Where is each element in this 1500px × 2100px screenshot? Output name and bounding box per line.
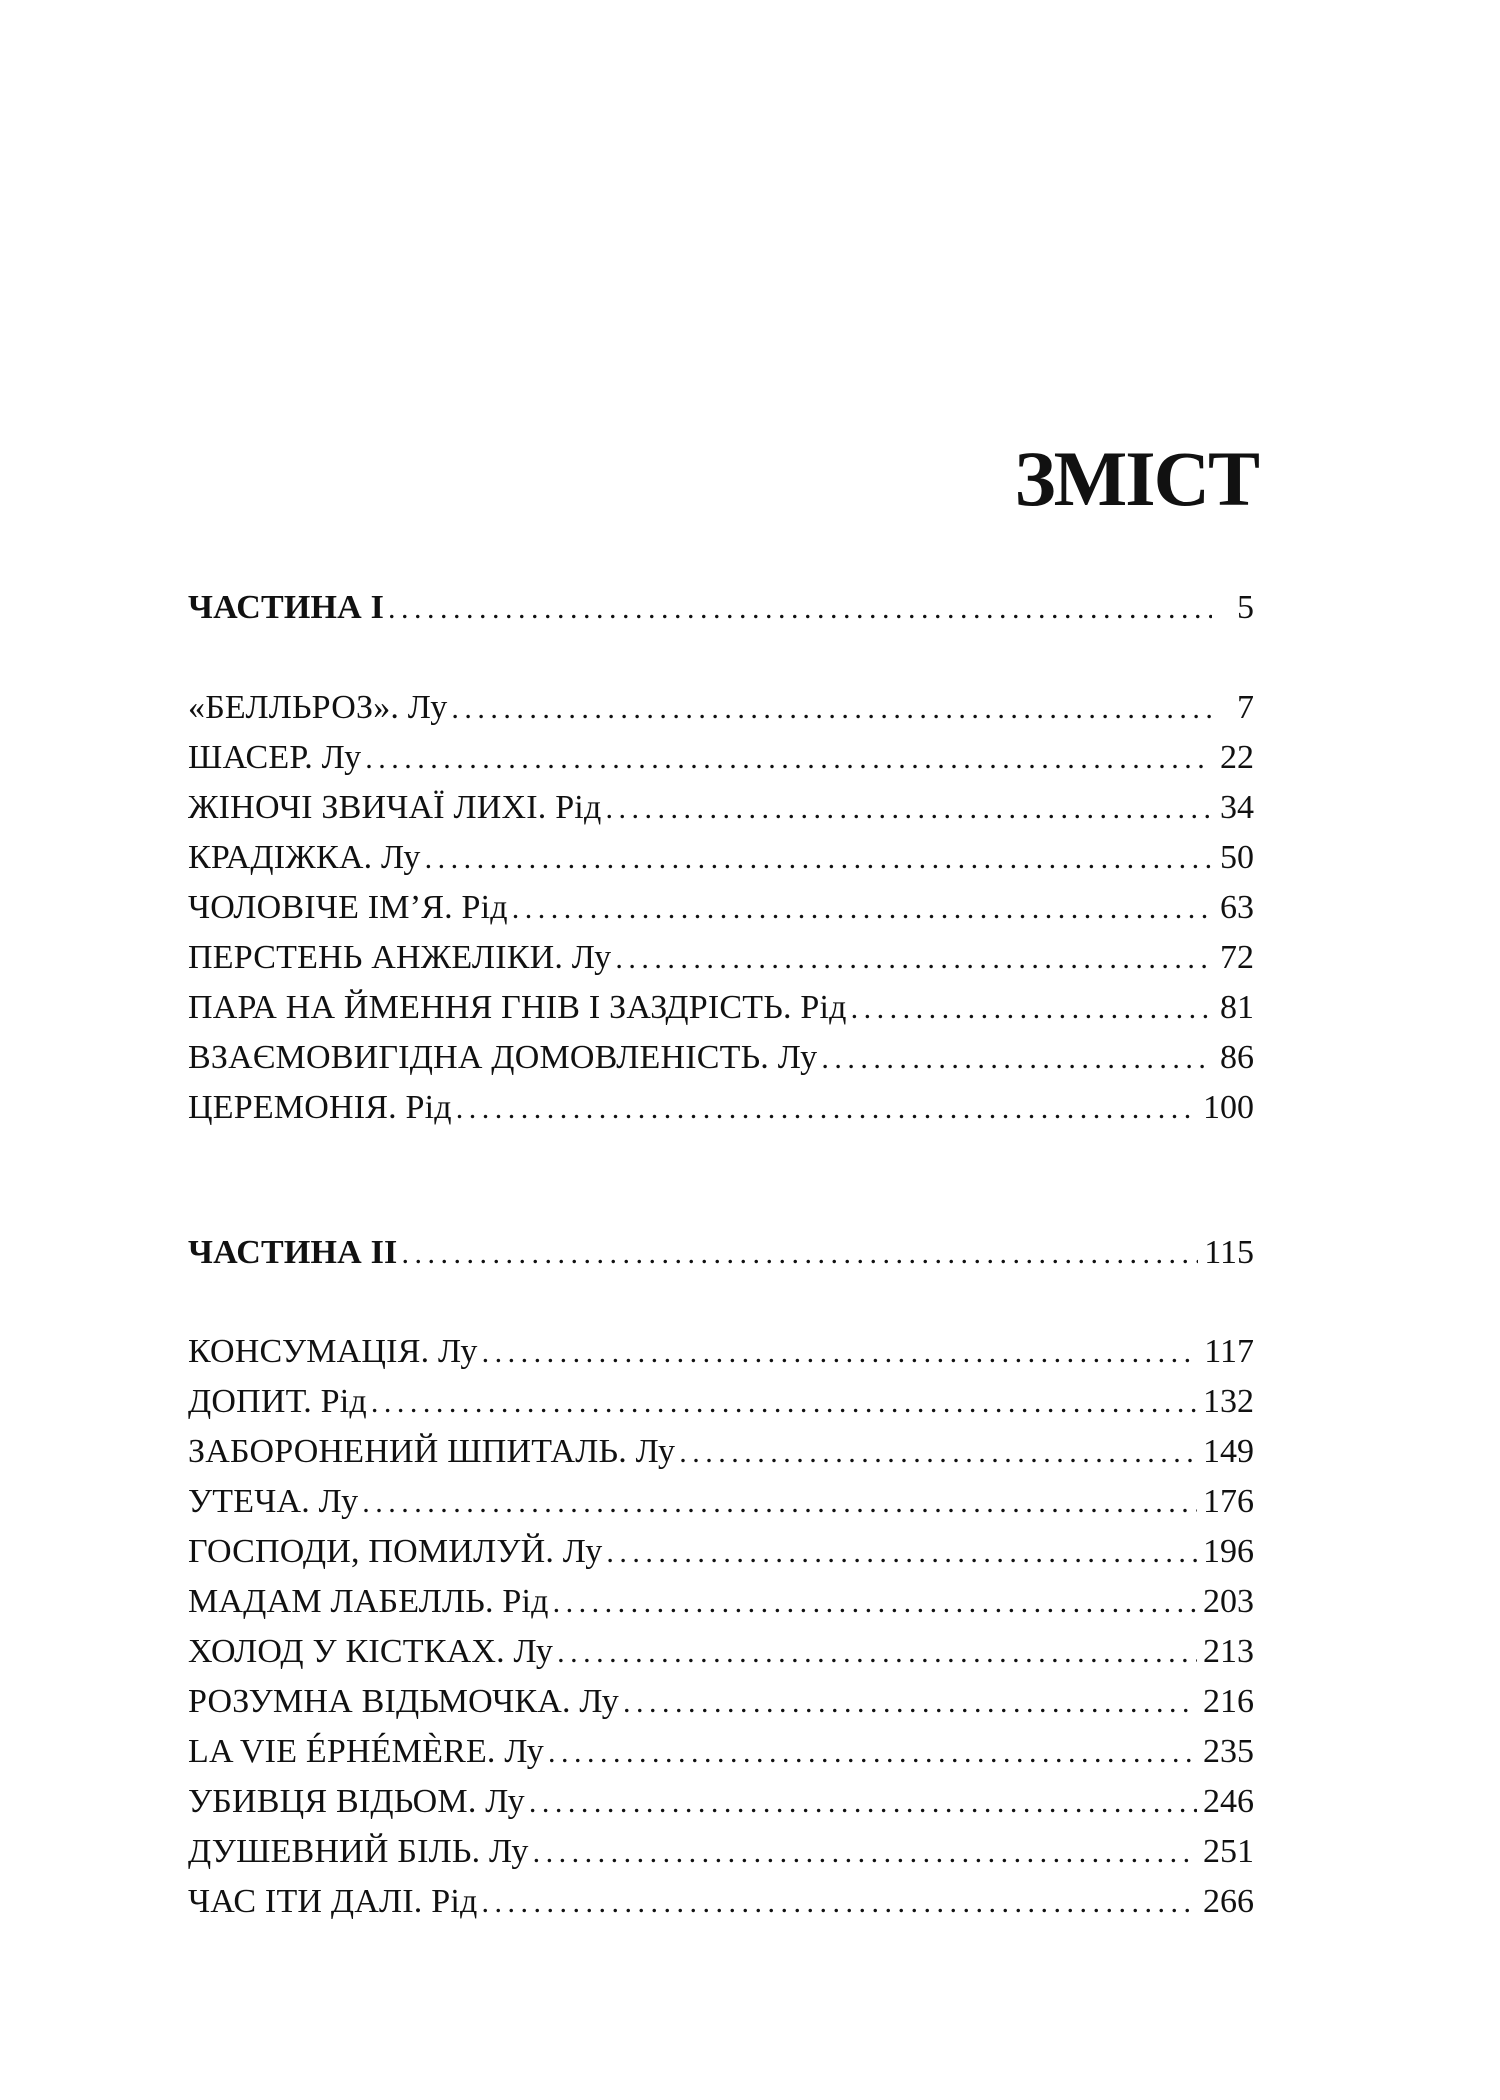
- toc-entry: [188, 1530, 1254, 1574]
- toc-entry: [188, 886, 1254, 930]
- toc-page-number: 251: [1203, 1833, 1254, 1870]
- dot-leader: [365, 737, 1212, 781]
- toc-entry-title: УБИВЦЯ ВІДЬОМ. Лу: [188, 1783, 525, 1820]
- toc-page-number: 63: [1220, 889, 1254, 926]
- toc-page-number: 246: [1203, 1783, 1254, 1820]
- toc-entry: [188, 1680, 1254, 1724]
- dot-leader: [529, 1781, 1197, 1825]
- toc-entry-title: ЧОЛОВІЧЕ ІМ’Я. Рід: [188, 889, 508, 926]
- toc-entry-title: ДУШЕВНИЙ БІЛЬ. Лу: [188, 1833, 529, 1870]
- dot-leader: [821, 1037, 1212, 1081]
- toc-entry: [188, 1330, 1254, 1374]
- toc-entry-title: ХОЛОД У КІСТКАХ. Лу: [188, 1633, 554, 1670]
- dot-leader: [548, 1731, 1197, 1775]
- dot-leader: [851, 987, 1212, 1031]
- toc-entry: [188, 1880, 1254, 1924]
- toc-page-number: 5: [1237, 589, 1254, 626]
- toc-page-number: 115: [1204, 1234, 1254, 1271]
- dot-leader: [371, 1381, 1197, 1425]
- toc-entry-title: КРАДІЖКА. Лу: [188, 839, 421, 876]
- toc-page-number: 176: [1203, 1483, 1254, 1520]
- toc-entry: [188, 1730, 1254, 1774]
- dot-leader: [512, 887, 1212, 931]
- dot-leader: [401, 1232, 1198, 1276]
- dot-leader: [533, 1831, 1197, 1875]
- toc-entry: [188, 736, 1254, 780]
- toc-entry: [188, 936, 1254, 980]
- toc-page-number: 235: [1203, 1733, 1254, 1770]
- dot-leader: [679, 1431, 1197, 1475]
- dot-leader: [557, 1631, 1197, 1675]
- toc-entry: [188, 1830, 1254, 1874]
- dot-leader: [388, 587, 1212, 631]
- toc-entry-title: ЦЕРЕМОНІЯ. Рід: [188, 1089, 452, 1126]
- toc-page-number: 81: [1220, 989, 1254, 1026]
- dot-leader: [553, 1581, 1197, 1625]
- dot-leader: [451, 687, 1212, 731]
- dot-leader: [362, 1481, 1197, 1525]
- toc-entry: [188, 836, 1254, 880]
- toc-entry: [188, 1430, 1254, 1474]
- toc-entry: [188, 686, 1254, 730]
- toc-page-number: 132: [1203, 1383, 1254, 1420]
- toc-page-number: 22: [1220, 739, 1254, 776]
- page-title: ЗМІСТ: [1014, 435, 1258, 522]
- dot-leader: [606, 1531, 1197, 1575]
- toc-page-number: 86: [1220, 1039, 1254, 1076]
- dot-leader: [482, 1331, 1199, 1375]
- toc-part-2: [188, 1231, 1254, 1275]
- toc-entry-title: УТЕЧА. Лу: [188, 1483, 359, 1520]
- toc-entry-title: ЧАС ІТИ ДАЛІ. Рід: [188, 1883, 478, 1920]
- toc-page-number: 117: [1204, 1333, 1254, 1370]
- dot-leader: [605, 787, 1212, 831]
- toc-entry: [188, 1480, 1254, 1524]
- toc-entry-title: ЗАБОРОНЕНИЙ ШПИТАЛЬ. Лу: [188, 1433, 676, 1470]
- toc-entry-title: ДОПИТ. Рід: [188, 1383, 367, 1420]
- dot-leader: [623, 1681, 1197, 1725]
- toc-entry-title: МАДАМ ЛАБЕЛЛЬ. Рід: [188, 1583, 549, 1620]
- toc-entry-title: КОНСУМАЦІЯ. Лу: [188, 1333, 478, 1370]
- toc-entry: [188, 1036, 1254, 1080]
- dot-leader: [425, 837, 1212, 881]
- toc-entry-title: ПАРА НА ЙМЕННЯ ГНІВ І ЗАЗДРІСТЬ. Рід: [188, 989, 847, 1026]
- toc-page-number: 100: [1203, 1089, 1254, 1126]
- toc-page-number: 149: [1203, 1433, 1254, 1470]
- toc-entry-title: «БЕЛЛЬРОЗ». Лу: [188, 689, 448, 726]
- toc-entry-title: ВЗАЄМОВИГІДНА ДОМОВЛЕНІСТЬ. Лу: [188, 1039, 818, 1076]
- toc-part-1: [188, 586, 1254, 630]
- toc-page-number: 72: [1220, 939, 1254, 976]
- toc-part-title: ЧАСТИНА ІІ: [188, 1234, 398, 1271]
- dot-leader: [615, 937, 1212, 981]
- toc-entry-title: РОЗУМНА ВІДЬМОЧКА. Лу: [188, 1683, 620, 1720]
- toc-page-number: 50: [1220, 839, 1254, 876]
- toc-page-number: 216: [1203, 1683, 1254, 1720]
- toc-entry: [188, 1086, 1254, 1130]
- toc-entry: [188, 1380, 1254, 1424]
- toc-page-number: 196: [1203, 1533, 1254, 1570]
- toc-entry-title: ПЕРСТЕНЬ АНЖЕЛІКИ. Лу: [188, 939, 612, 976]
- toc-entry: [188, 1780, 1254, 1824]
- toc-entry: [188, 986, 1254, 1030]
- dot-leader: [456, 1087, 1197, 1131]
- toc-entry-title: ЖІНОЧІ ЗВИЧАЇ ЛИХІ. Рід: [188, 789, 602, 826]
- toc-entry-title: ШАСЕР. Лу: [188, 739, 362, 776]
- toc-entry-title: LA VIE ÉPHÉMÈRE. Лу: [188, 1733, 544, 1770]
- toc-page-number: 266: [1203, 1883, 1254, 1920]
- toc-part-title: ЧАСТИНА І: [188, 589, 385, 626]
- dot-leader: [481, 1881, 1197, 1925]
- toc-entry: [188, 786, 1254, 830]
- toc-page-number: 203: [1203, 1583, 1254, 1620]
- toc-entry-title: ГОСПОДИ, ПОМИЛУЙ. Лу: [188, 1533, 603, 1570]
- toc-entry: [188, 1630, 1254, 1674]
- toc-entry: [188, 1580, 1254, 1624]
- toc-page-number: 213: [1203, 1633, 1254, 1670]
- toc-page-number: 7: [1237, 689, 1254, 726]
- toc-page-number: 34: [1220, 789, 1254, 826]
